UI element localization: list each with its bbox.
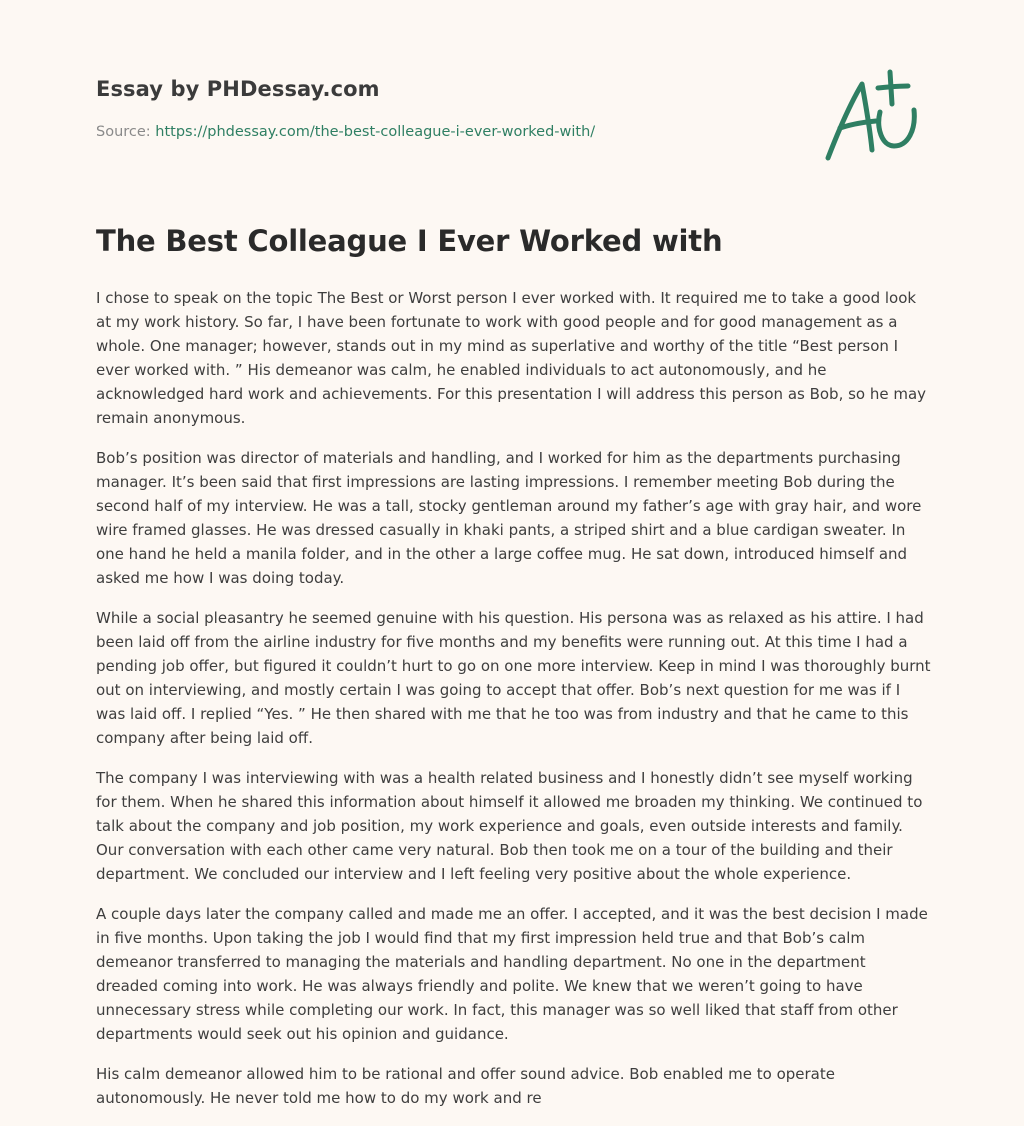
essay-paragraph: A couple days later the company called and made me an offer. I accepted, and it was the best decision I made in five months. Upon taking the job I would find that my first impression held true and that Bob’s calm demeanor transferred to managing the materials and handling department. No one in the department dreaded coming into work. He was always friendly and polite. We knew that we weren’t going to have unnecessary stress while completing our work. In fact, this manager was so well liked that staff from other departments would seek out his opinion and guidance. [96, 905, 928, 1043]
essay-title: The Best Colleague I Ever Worked with [96, 224, 723, 258]
essay-paragraph: I chose to speak on the topic The Best or Worst person I ever worked with. It required me to take a good look at my work history. So far, I have been fortunate to work with good people and for good management as a whole. One manager; however, stands out in my mind as superlative and worthy of the title “Best person I ever worked with. ” His demeanor was calm, he enabled individuals to act autonomously, and he acknowledged hard work and achievements. For this presentation I will address this person as Bob, so he may remain anonymous. [96, 289, 927, 427]
essay-paragraph: While a social pleasantry he seemed genuine with his question. His persona was as relaxed as his attire. I had been laid off from the airline industry for five months and my benefits were running out. At this time I had a pending job offer, but figured it couldn’t hurt to go on one more interview. Keep in mind I was thoroughly burnt out on interviewing, and mostly certain I was going to accept that offer. Bob’s next question for me was if I was laid off. I replied “Yes. ” He then shared with me that he too was from industry and that he came to this company after being laid off. [96, 609, 931, 747]
site-brand: Essay by PHDessay.com [96, 77, 380, 101]
source-link[interactable]: https://phdessay.com/the-best-colleague-i-ever-worked-with/ [155, 124, 596, 140]
essay-body [96, 286, 931, 1126]
source-label: Source: [96, 124, 151, 140]
essay-paragraph: The company I was interviewing with was a health related business and I honestly didn’t see myself working for them. When he shared this information about himself it allowed me broaden my thinking. We continued to talk about the company and job position, my work experience and goals, even outside interests and family. Our conversation with each other came very natural. Bob then took me on a tour of the building and their department. We concluded our interview and I left feeling very positive about the whole experience. [96, 769, 923, 883]
a-plus-logo-icon [814, 66, 926, 166]
source-line [96, 124, 595, 140]
essay-paragraph: His calm demeanor allowed him to be rational and offer sound advice. Bob enabled me to operate autonomously. He never told me how to do my work and re [96, 1065, 835, 1107]
essay-paragraph: Bob’s position was director of materials and handling, and I worked for him as the departments purchasing manager. It’s been said that first impressions are lasting impressions. I remember meeting Bob during the second half of my interview. He was a tall, stocky gentleman around my father’s age with gray hair, and wore wire framed glasses. He was dressed casually in khaki pants, a striped shirt and a blue cardigan sweater. In one hand he held a manila folder, and in the other a large coffee mug. He sat down, introduced himself and asked me how I was doing today. [96, 449, 922, 587]
